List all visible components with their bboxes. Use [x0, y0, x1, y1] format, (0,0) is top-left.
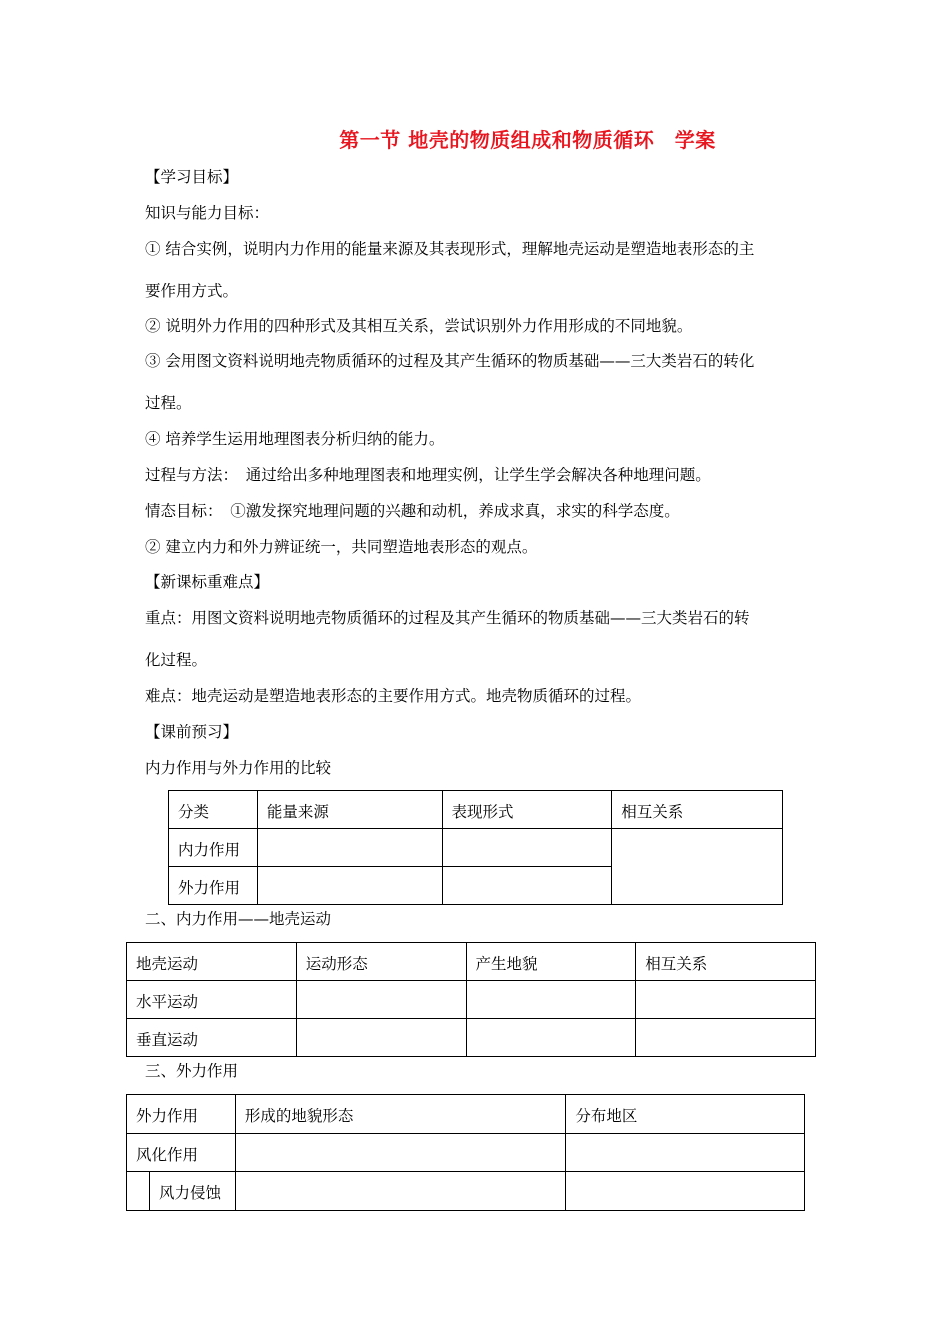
table-header-cell: 产生地貌	[466, 943, 636, 981]
process-methods: 过程与方法： 通过给出多种地理图表和地理实例，让学生学会解决各种地理问题。	[145, 466, 711, 484]
table-header-cell: 外力作用	[127, 1095, 236, 1134]
table-header-cell: 形成的地貌形态	[235, 1095, 565, 1134]
table-cell	[296, 981, 466, 1019]
table-cell	[127, 1172, 150, 1211]
heading-learning-goals: 【学习目标】	[145, 168, 239, 186]
table-row-label: 水平运动	[127, 981, 297, 1019]
table-cell	[257, 829, 442, 867]
comparison-table	[168, 790, 783, 905]
emotion-goals: 情态目标： ①激发探究地理问题的兴趣和动机，养成求真，求实的科学态度。	[145, 502, 680, 520]
table-header-cell: 相互关系	[636, 943, 816, 981]
goal-1-line-2: 要作用方式。	[145, 282, 239, 300]
table-header-cell: 表现形式	[442, 791, 612, 829]
table-header-cell: 地壳运动	[127, 943, 297, 981]
table-header-cell: 能量来源	[257, 791, 442, 829]
table-cell	[235, 1134, 565, 1172]
goal-4: ④ 培养学生运用地理图表分析归纳的能力。	[145, 430, 445, 448]
external-force-table	[126, 1094, 805, 1211]
table-cell	[235, 1172, 565, 1211]
key-point-line-1: 重点：用图文资料说明地壳物质循环的过程及其产生循环的物质基础——三大类岩石的转	[145, 609, 750, 627]
table-cell	[636, 1019, 816, 1057]
table-cell	[442, 829, 612, 867]
emotion-goal-2: ② 建立内力和外力辨证统一，共同塑造地表形态的观点。	[145, 538, 538, 556]
goal-3-line-2: 过程。	[145, 394, 192, 412]
goal-3-line-1: ③ 会用图文资料说明地壳物质循环的过程及其产生循环的物质基础——三大类岩石的转化	[145, 352, 755, 370]
table-cell	[566, 1172, 805, 1211]
table-cell	[296, 1019, 466, 1057]
knowledge-goals-label: 知识与能力目标：	[145, 204, 270, 222]
table-cell	[257, 867, 442, 905]
heading-key-points: 【新课标重难点】	[145, 573, 270, 591]
goal-1-line-1: ① 结合实例，说明内力作用的能量来源及其表现形式，理解地壳运动是塑造地表形态的主	[145, 240, 755, 258]
table-cell	[466, 1019, 636, 1057]
table-row-label: 风化作用	[127, 1134, 236, 1172]
comparison-caption: 内力作用与外力作用的比较	[145, 759, 332, 777]
page-title: 第一节 地壳的物质组成和物质循环 学案	[339, 128, 716, 152]
table-row-label: 风力侵蚀	[149, 1172, 235, 1211]
table-row-label: 内力作用	[169, 829, 258, 867]
table-cell	[636, 981, 816, 1019]
heading-preview: 【课前预习】	[145, 723, 239, 741]
table-header-cell: 相互关系	[612, 791, 783, 829]
table-cell	[442, 867, 612, 905]
table-cell	[466, 981, 636, 1019]
section-2-heading: 二、内力作用——地壳运动	[145, 910, 332, 928]
key-point-line-2: 化过程。	[145, 651, 208, 669]
goal-2: ② 说明外力作用的四种形式及其相互关系，尝试识别外力作用形成的不同地貌。	[145, 317, 693, 335]
table-cell	[612, 829, 783, 905]
crustal-movement-table	[126, 942, 816, 1057]
table-header-cell: 分布地区	[566, 1095, 805, 1134]
difficult-point: 难点：地壳运动是塑造地表形态的主要作用方式。地壳物质循环的过程。	[145, 687, 642, 705]
table-cell	[566, 1134, 805, 1172]
section-3-heading: 三、外力作用	[145, 1062, 239, 1080]
table-row-label: 垂直运动	[127, 1019, 297, 1057]
table-row-label: 外力作用	[169, 867, 258, 905]
table-header-cell: 运动形态	[296, 943, 466, 981]
table-header-cell: 分类	[169, 791, 258, 829]
